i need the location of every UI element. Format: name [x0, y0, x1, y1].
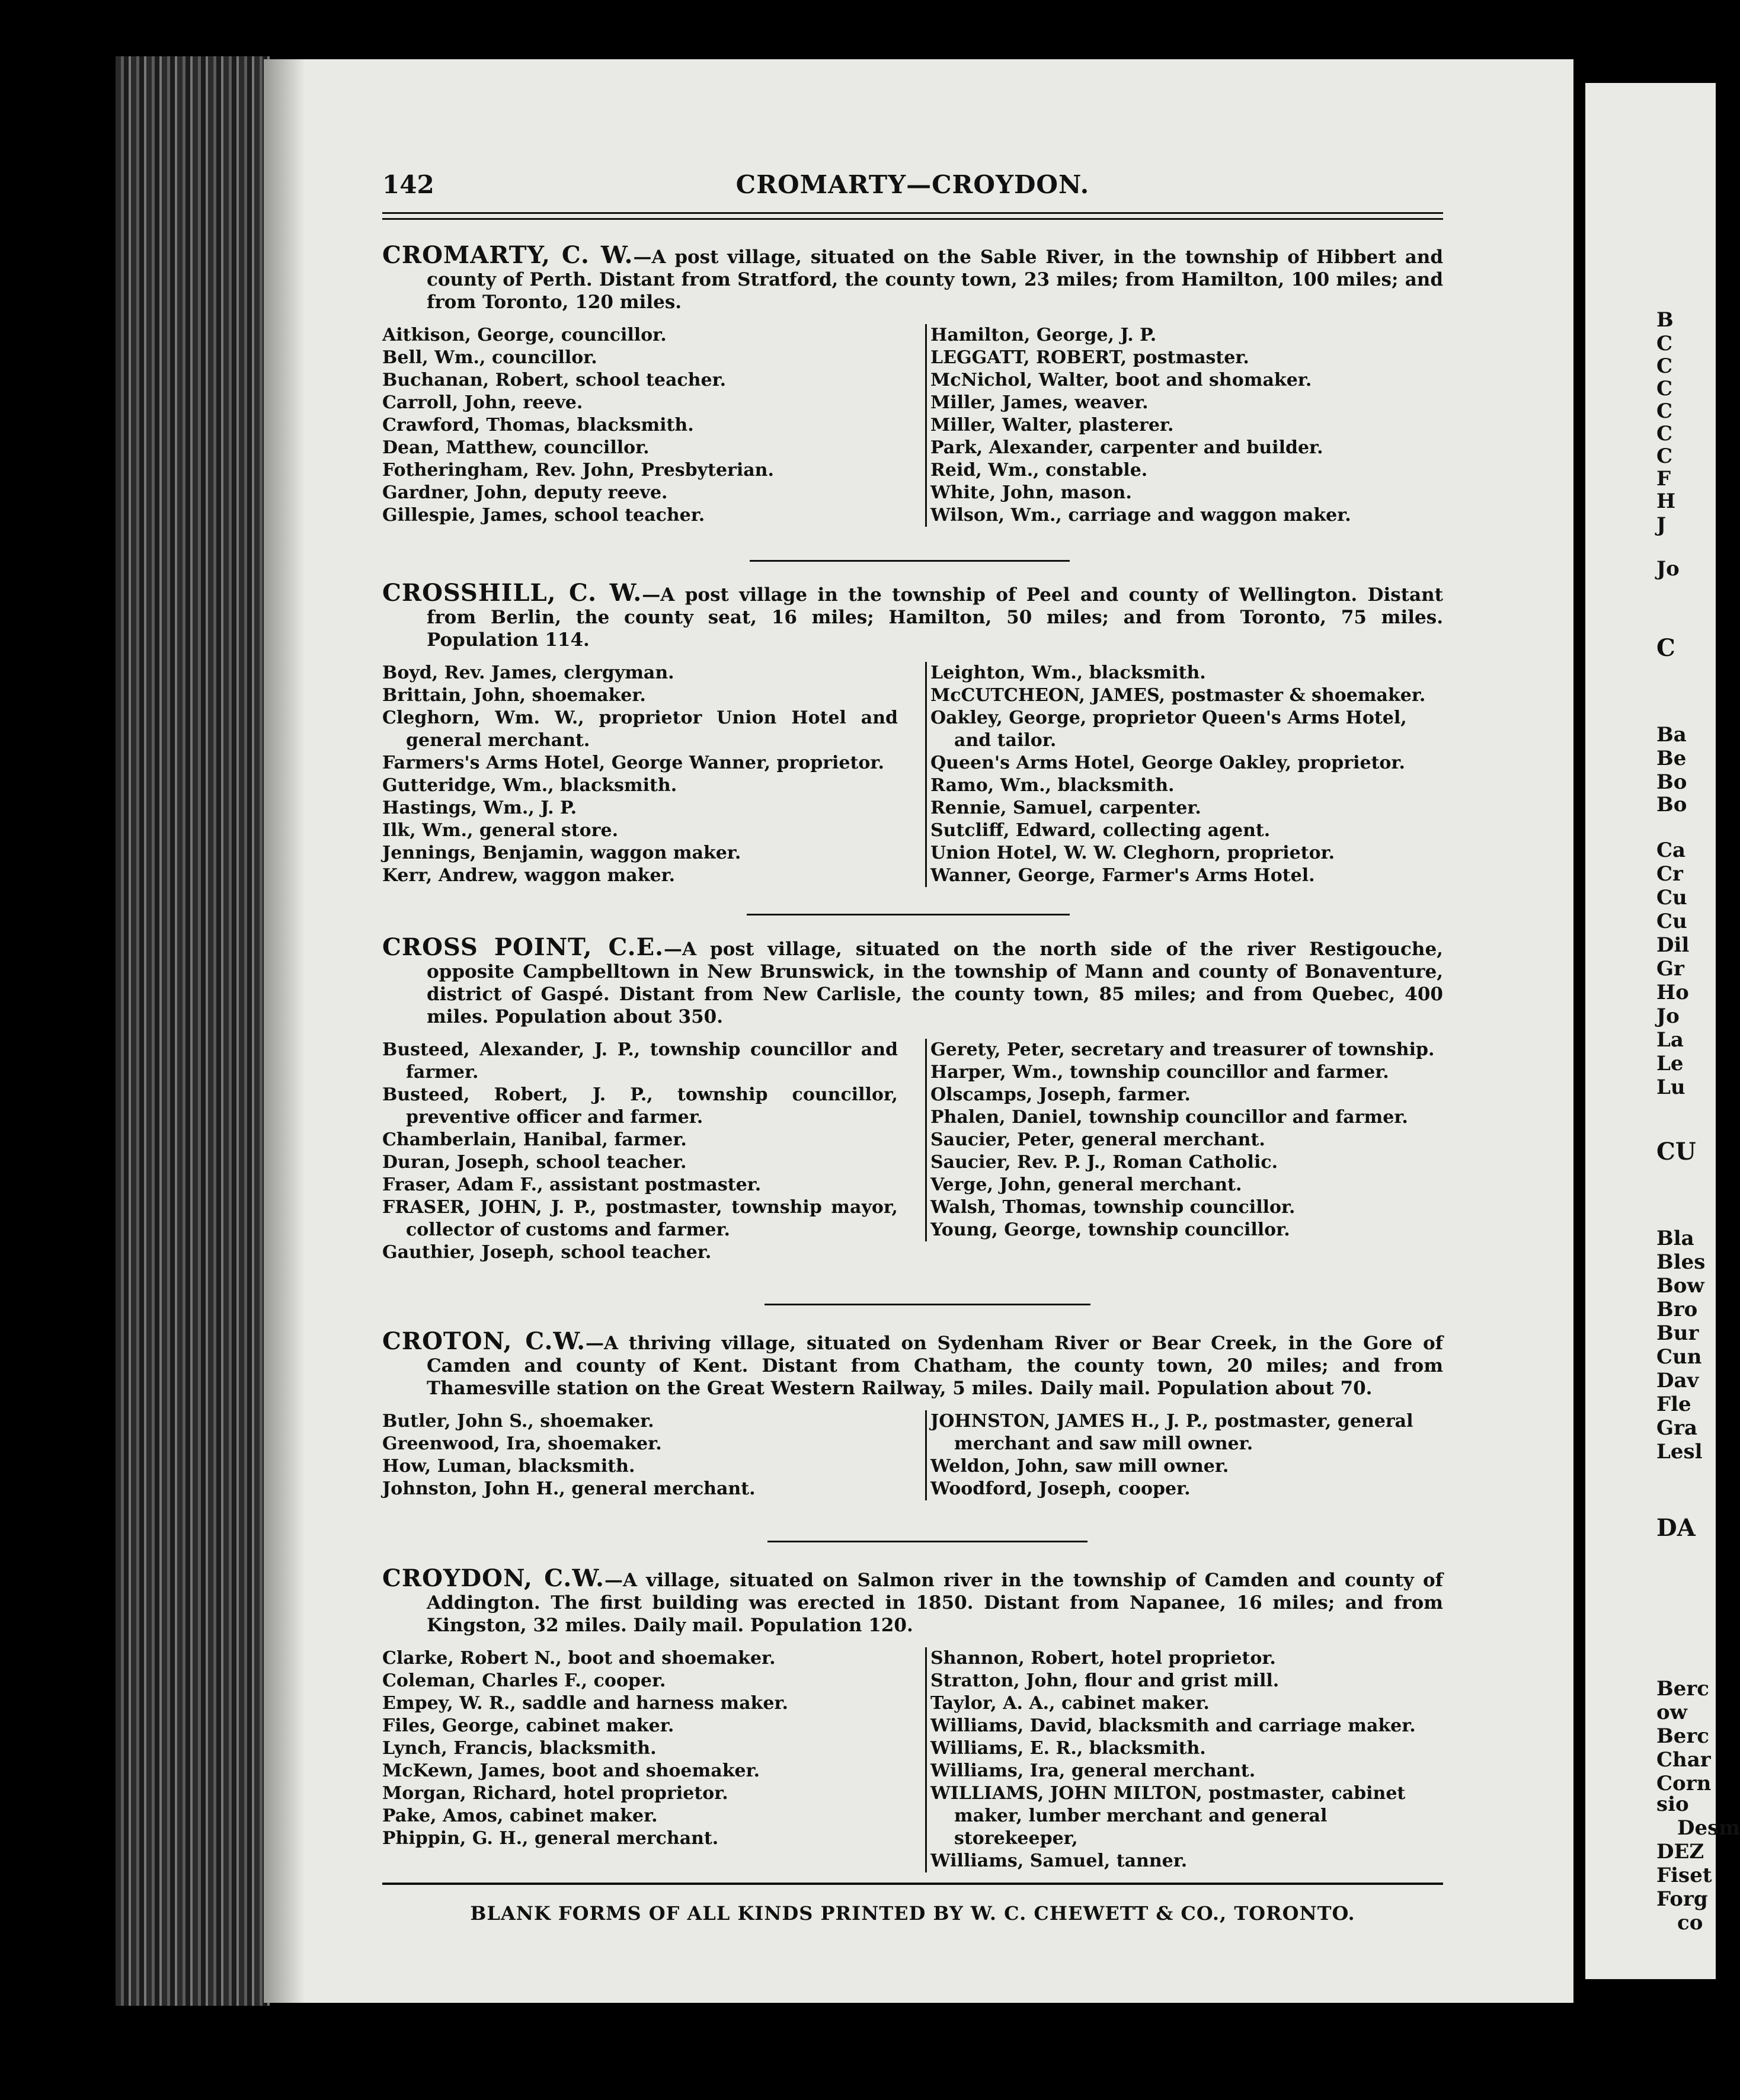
directory-listing: Chamberlain, Hanibal, farmer.	[382, 1129, 687, 1150]
directory-listing: Miller, James, weaver.	[930, 392, 1149, 413]
facing-page-fragment-text: Gr	[1656, 957, 1684, 981]
directory-listing: Sutcliff, Edward, collecting agent.	[930, 820, 1271, 841]
directory-listing: Walsh, Thomas, township councillor.	[930, 1197, 1296, 1218]
directory-listing: FRASER, JOHN, J. P., postmaster, township mayor, collector of customs and farmer.	[382, 1197, 898, 1240]
directory-listing: Shannon, Robert, hotel proprietor.	[930, 1648, 1276, 1669]
directory-listing: Woodford, Joseph, cooper.	[930, 1478, 1191, 1499]
facing-page-fragment-text: DA	[1656, 1514, 1696, 1542]
facing-page-fragment-text: Le	[1656, 1052, 1684, 1075]
directory-listing: Gauthier, Joseph, school teacher.	[382, 1242, 712, 1263]
directory-right-column	[925, 1039, 1448, 1241]
directory-listing: Leighton, Wm., blacksmith.	[930, 662, 1206, 683]
facing-page-fragment-text: C	[1656, 332, 1673, 356]
directory-left-column	[382, 1410, 898, 1500]
directory-listing: Wilson, Wm., carriage and waggon maker.	[930, 505, 1351, 526]
facing-page-fragment-text: Dav	[1656, 1369, 1699, 1392]
directory-listing: Gardner, John, deputy reeve.	[382, 482, 668, 503]
directory-listing: Lynch, Francis, blacksmith.	[382, 1738, 657, 1759]
facing-page-fragment-text: C	[1656, 354, 1673, 378]
directory-listing: Williams, David, blacksmith and carriage maker.	[930, 1715, 1416, 1736]
directory-listing: Kerr, Andrew, waggon maker.	[382, 865, 676, 886]
directory-right-column	[925, 1647, 1448, 1872]
facing-page-fragment-text: sio	[1656, 1792, 1689, 1816]
facing-page-fragment-text: J	[1656, 513, 1667, 537]
header-rule-bottom	[382, 218, 1443, 220]
facing-page-fragment-text: C	[1656, 634, 1675, 662]
directory-listing: Morgan, Richard, hotel proprietor.	[382, 1783, 728, 1804]
directory-listing: Fraser, Adam F., assistant postmaster.	[382, 1174, 762, 1195]
directory-listing: Farmers's Arms Hotel, George Wanner, proprietor.	[382, 753, 884, 773]
directory-listing: Fotheringham, Rev. John, Presbyterian.	[382, 460, 774, 481]
directory-listing: Ilk, Wm., general store.	[382, 820, 619, 841]
place-name: CROYDON, C.W.	[382, 1564, 604, 1592]
directory-listing: Duran, Joseph, school teacher.	[382, 1152, 687, 1173]
facing-page-fragment-text: Berc	[1656, 1677, 1709, 1701]
facing-page-fragment-text: CU	[1656, 1138, 1696, 1166]
directory-listing: Stratton, John, flour and grist mill.	[930, 1670, 1280, 1691]
facing-page-fragment-text: Fiset	[1656, 1864, 1712, 1887]
footer-rule	[382, 1883, 1443, 1885]
directory-listing: Files, George, cabinet maker.	[382, 1715, 674, 1736]
facing-page-fragment-text: Forg	[1656, 1887, 1708, 1911]
directory-listing: Union Hotel, W. W. Cleghorn, proprietor.	[930, 843, 1335, 863]
directory-listing: LEGGATT, ROBERT, postmaster.	[930, 347, 1249, 368]
directory-listing: Olscamps, Joseph, farmer.	[930, 1084, 1191, 1105]
directory-listing: Buchanan, Robert, school teacher.	[382, 370, 727, 390]
directory-listing: Taylor, A. A., cabinet maker.	[930, 1693, 1210, 1714]
directory-listing: Harper, Wm., township councillor and farmer.	[930, 1062, 1389, 1083]
page-number: 142	[382, 170, 434, 199]
directory-right-column	[925, 662, 1448, 887]
facing-page-fragment-text: Cu	[1656, 886, 1687, 910]
directory-listing: Crawford, Thomas, blacksmith.	[382, 415, 694, 436]
facing-page-fragment-text: C	[1656, 399, 1673, 423]
entry-description: CROSS POINT, C.E.—A post village, situated on the north side of the river Restigouche, opposite Campbelltown in New Brunswick, in the township of Mann and county of Bonaventure, district of Gaspé. Distant from New Carlisle, the county town, 85 miles; and from Quebec, 400 miles. Population about 350.	[382, 933, 1443, 1027]
facing-page-fragment-text: Ca	[1656, 838, 1686, 862]
facing-page-fragment-text: Bles	[1656, 1250, 1706, 1274]
facing-page-fragment-text: B	[1656, 308, 1674, 332]
directory-listing: Young, George, township councillor.	[930, 1219, 1290, 1240]
directory-listing: Boyd, Rev. James, clergyman.	[382, 662, 674, 683]
gazetteer-entry	[382, 579, 1443, 886]
facing-page-fragment-text: Cun	[1656, 1345, 1702, 1369]
place-name: CROSSHILL, C. W.	[382, 579, 642, 607]
book-page-edges	[116, 56, 270, 2006]
gazetteer-entry	[382, 933, 1443, 1263]
directory-listing: Gillespie, James, school teacher.	[382, 505, 705, 526]
facing-page-fragment-text: C	[1656, 377, 1673, 401]
header-rule-top	[382, 212, 1443, 214]
facing-page-fragment-text: Bur	[1656, 1321, 1699, 1345]
directory-left-column	[382, 1039, 898, 1264]
directory-listing: Reid, Wm., constable.	[930, 460, 1148, 481]
directory-listing: Saucier, Peter, general merchant.	[930, 1129, 1265, 1150]
directory-listing: Saucier, Rev. P. J., Roman Catholic.	[930, 1152, 1278, 1173]
page-gutter-shadow	[264, 59, 305, 2003]
running-title: CROMARTY—CROYDON.	[735, 170, 1090, 199]
facing-page-fragment-text: Dil	[1656, 933, 1690, 957]
directory-listing: Ramo, Wm., blacksmith.	[930, 775, 1175, 796]
entry-description: CROTON, C.W.—A thriving village, situated on Sydenham River or Bear Creek, in the Gore of Camden and county of Kent. Distant from Chatham, the county town, 20 miles; and from Thamesville station on the Great Western Railway, 5 miles. Daily mail. Population about 70.	[382, 1327, 1443, 1399]
entry-description: CROYDON, C.W.—A village, situated on Salmon river in the township of Camden and county of Addington. The first building was erected in 1850. Distant from Napanee, 16 miles; and from Kingston, 32 miles. Daily mail. Population 120.	[382, 1564, 1443, 1636]
directory-listing: Queen's Arms Hotel, George Oakley, proprietor.	[930, 753, 1405, 773]
gazetteer-entry	[382, 1327, 1443, 1499]
facing-page-fragment-text: ow	[1656, 1701, 1687, 1724]
facing-page-fragment-text: Bro	[1656, 1298, 1698, 1321]
directory-listing: White, John, mason.	[930, 482, 1132, 503]
section-separator	[765, 1304, 1090, 1305]
printer-footer: BLANK FORMS OF ALL KINDS PRINTED BY W. C. CHEWETT & CO., TORONTO.	[470, 1902, 1355, 1925]
directory-listing: Gerety, Peter, secretary and treasurer of township.	[930, 1039, 1435, 1060]
directory-listing: Butler, John S., shoemaker.	[382, 1411, 654, 1432]
directory-listing: Hamilton, George, J. P.	[930, 325, 1157, 345]
facing-page-fragment-text: Lu	[1656, 1075, 1685, 1099]
facing-page-fragment-text: C	[1656, 422, 1673, 446]
directory-listing: Pake, Amos, cabinet maker.	[382, 1806, 658, 1826]
facing-page-fragment-text: Gra	[1656, 1416, 1697, 1440]
entry-description: CROSSHILL, C. W.—A post village in the township of Peel and county of Wellington. Distant from Berlin, the county seat, 16 miles; Hamilton, 50 miles; and from Toronto, 75 miles. Population 114.	[382, 579, 1443, 651]
directory-left-column	[382, 662, 898, 887]
directory-listing: Carroll, John, reeve.	[382, 392, 583, 413]
facing-page-fragment-text: Corn	[1656, 1772, 1712, 1795]
facing-page-fragment-text: Ho	[1656, 981, 1689, 1004]
directory-listing: Williams, E. R., blacksmith.	[930, 1738, 1206, 1759]
directory-listing: Weldon, John, saw mill owner.	[930, 1456, 1229, 1477]
directory-listing: Williams, Samuel, tanner.	[930, 1851, 1188, 1871]
entry-description: CROMARTY, C. W.—A post village, situated on the Sable River, in the township of Hibbert and county of Perth. Distant from Stratford, the county town, 23 miles; from Hamilton, 100 miles; and from Toronto, 120 miles.	[382, 241, 1444, 313]
directory-listing: Gutteridge, Wm., blacksmith.	[382, 775, 677, 796]
place-name: CROTON, C.W.	[382, 1327, 586, 1355]
facing-page-fragment-text: co	[1677, 1911, 1703, 1935]
facing-page-fragment-text: Char	[1656, 1748, 1711, 1772]
facing-page-fragment-text: Desm	[1677, 1816, 1740, 1840]
facing-page-fragment-text: Cu	[1656, 910, 1687, 933]
section-separator	[747, 914, 1070, 915]
directory-listing: Dean, Matthew, councillor.	[382, 437, 650, 458]
running-head	[382, 170, 1443, 206]
directory-listing: WILLIAMS, JOHN MILTON, postmaster, cabinet maker, lumber merchant and general storekeeper,	[930, 1783, 1406, 1849]
facing-page-fragment-text: Be	[1656, 747, 1687, 770]
directory-listing: Verge, John, general merchant.	[930, 1174, 1242, 1195]
directory-listing: Brittain, John, shoemaker.	[382, 685, 646, 706]
facing-page-fragment-text: Berc	[1656, 1724, 1709, 1748]
directory-left-column	[382, 1647, 898, 1850]
directory-listing: Coleman, Charles F., cooper.	[382, 1670, 666, 1691]
directory-listing: McKewn, James, boot and shoemaker.	[382, 1760, 760, 1781]
directory-listing: Bell, Wm., councillor.	[382, 347, 597, 368]
directory-listing: Greenwood, Ira, shoemaker.	[382, 1433, 662, 1454]
directory-listing: Jennings, Benjamin, waggon maker.	[382, 843, 741, 863]
directory-listing: Empey, W. R., saddle and harness maker.	[382, 1693, 788, 1714]
directory-right-column	[925, 324, 1448, 527]
directory-listing: Cleghorn, Wm. W., proprietor Union Hotel and general merchant.	[382, 708, 898, 751]
gazetteer-entry	[382, 241, 1444, 526]
facing-page-fragment-text: Bo	[1656, 793, 1687, 817]
directory-listing: Clarke, Robert N., boot and shoemaker.	[382, 1648, 776, 1669]
facing-page-fragment-text: Jo	[1656, 557, 1680, 581]
directory-listing: Williams, Ira, general merchant.	[930, 1760, 1256, 1781]
directory-listing: Aitkison, George, councillor.	[382, 325, 667, 345]
directory-listing: Rennie, Samuel, carpenter.	[930, 798, 1201, 818]
facing-page-fragment-text: H	[1656, 489, 1676, 513]
facing-page-fragment-text: Jo	[1656, 1004, 1680, 1028]
facing-page-fragment-text: F	[1656, 467, 1671, 491]
facing-page-fragment-text: Cr	[1656, 862, 1683, 886]
facing-page-fragment-text: C	[1656, 444, 1673, 468]
directory-right-column	[925, 1410, 1448, 1500]
facing-page-fragment-text: DEZ	[1656, 1840, 1704, 1864]
facing-page-fragment-text: Bla	[1656, 1227, 1694, 1250]
directory-listing: JOHNSTON, JAMES H., J. P., postmaster, general merchant and saw mill owner.	[930, 1411, 1413, 1454]
directory-listing: Miller, Walter, plasterer.	[930, 415, 1174, 436]
directory-listing: How, Luman, blacksmith.	[382, 1456, 635, 1477]
directory-listing: Oakley, George, proprietor Queen's Arms Hotel, and tailor.	[930, 708, 1407, 751]
section-separator	[767, 1541, 1088, 1542]
facing-page-fragment-text: La	[1656, 1028, 1684, 1052]
facing-page-fragment-text: Lesl	[1656, 1440, 1703, 1464]
place-name: CROMARTY, C. W.	[382, 241, 634, 269]
directory-left-column	[382, 324, 898, 527]
directory-listing: McCUTCHEON, JAMES, postmaster & shoemaker.	[930, 685, 1426, 706]
facing-page-fragment-text: Bow	[1656, 1274, 1704, 1298]
facing-page-fragment-text: Bo	[1656, 770, 1687, 794]
directory-listing: McNichol, Walter, boot and shomaker.	[930, 370, 1312, 390]
directory-listing: Phalen, Daniel, township councillor and farmer.	[930, 1107, 1408, 1128]
directory-listing: Wanner, George, Farmer's Arms Hotel.	[930, 865, 1315, 886]
section-separator	[750, 560, 1070, 562]
gazetteer-entry	[382, 1564, 1443, 1871]
directory-listing: Johnston, John H., general merchant.	[382, 1478, 756, 1499]
facing-page-fragment-text: Ba	[1656, 723, 1687, 747]
place-name: CROSS POINT, C.E.	[382, 933, 664, 961]
directory-listing: Phippin, G. H., general merchant.	[382, 1828, 719, 1849]
directory-listing: Busteed, Alexander, J. P., township councillor and farmer.	[382, 1039, 898, 1083]
directory-listing: Park, Alexander, carpenter and builder.	[930, 437, 1323, 458]
facing-page-fragment-text: Fle	[1656, 1392, 1691, 1416]
directory-listing: Busteed, Robert, J. P., township councillor, preventive officer and farmer.	[382, 1084, 898, 1128]
directory-listing: Hastings, Wm., J. P.	[382, 798, 577, 818]
